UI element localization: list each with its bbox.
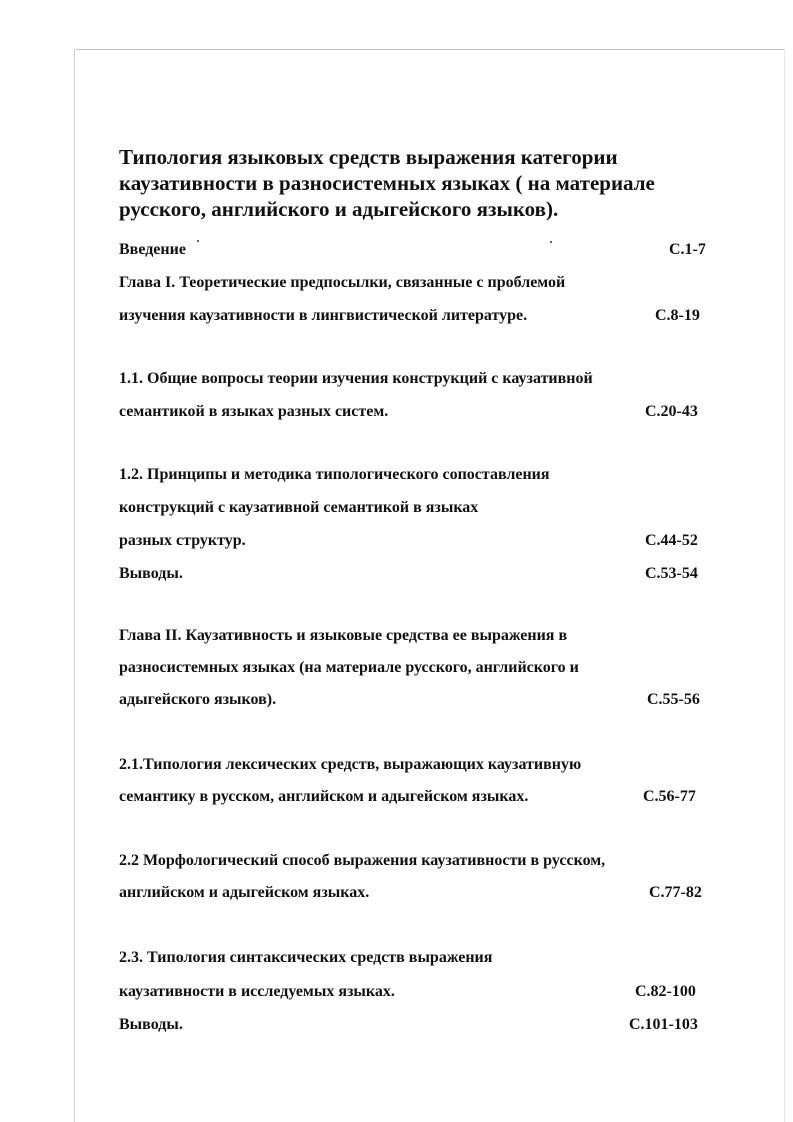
toc-text: 1.2. Принципы и методика типологического сопоставления: [119, 466, 550, 483]
toc-line-chapter-1: [119, 274, 709, 296]
toc-text: Глава II. Каузативность и языковые средства ее выражения в: [119, 627, 568, 644]
toc-line-chapter-2-end: [119, 691, 709, 713]
toc-text: конструкций с каузативной семантикой в языках: [119, 499, 479, 516]
toc-text: каузативности в исследуемых языках.: [119, 983, 395, 1000]
toc-line-2-1-cont: [119, 788, 709, 810]
page-edge-right: [784, 49, 785, 1122]
toc-line-2-2-cont: [119, 884, 709, 906]
toc-text: разносистемных языках (на материале русского, английского и: [119, 659, 579, 676]
toc-line-chapter-1-cont: [119, 307, 709, 329]
toc-page: С.56-77: [643, 788, 696, 805]
toc-text: адыгейского языков).: [119, 691, 277, 708]
page-edge-left: [74, 49, 75, 1122]
toc-page: С.55-56: [647, 691, 700, 708]
toc-text: Выводы.: [119, 565, 183, 582]
toc-text: разных структур.: [119, 532, 246, 549]
title-line: Типология языковых средств выражения категории: [119, 145, 618, 169]
toc-text: 1.1. Общие вопросы теории изучения конструкций с каузативной: [119, 370, 593, 387]
toc-line-chapter-2-cont: [119, 659, 709, 681]
toc-page: С.101-103: [629, 1016, 698, 1033]
toc-page: С.77-82: [649, 884, 702, 901]
toc-line-1-2-cont: [119, 499, 709, 521]
toc-page: С.20-43: [645, 403, 698, 420]
title-line: русского, английского и адыгейского языков).: [119, 197, 559, 221]
toc-text: 2.3. Типология синтаксических средств выражения: [119, 949, 493, 966]
toc-line-1-1-cont: [119, 403, 709, 425]
toc-line-2-3-cont: [119, 983, 709, 1005]
toc-line-chapter-2: [119, 627, 709, 649]
toc-text: семантикой в языках разных систем.: [119, 403, 389, 420]
toc-line-conclusions-1: [119, 565, 709, 587]
toc-line-1-1: [119, 370, 709, 392]
toc-text: 2.2 Морфологический способ выражения каузативности в русском,: [119, 852, 606, 869]
toc-page: С.44-52: [645, 532, 698, 549]
toc-line-intro: [119, 241, 709, 263]
toc-line-1-2-end: [119, 532, 709, 554]
toc-line-1-2: [119, 466, 709, 488]
toc-text: Выводы.: [119, 1016, 183, 1033]
toc-text: Глава I. Теоретические предпосылки, связанные с проблемой: [119, 274, 566, 291]
toc-line-conclusions-2: [119, 1016, 709, 1038]
scan-speck: [550, 241, 552, 243]
toc-page: С.8-19: [655, 307, 700, 324]
toc-text: семантику в русском, английском и адыгейском языках.: [119, 788, 529, 805]
toc-line-2-2: [119, 852, 709, 874]
toc-line-2-3: [119, 949, 709, 971]
title-line: каузативности в разносистемных языках ( на материале: [119, 171, 655, 195]
page-edge-top: [76, 49, 785, 50]
document-title: [119, 144, 719, 222]
toc-line-2-1: [119, 756, 709, 778]
scan-speck: [197, 240, 199, 242]
toc-page: С.53-54: [645, 565, 698, 582]
toc-text: 2.1.Типология лексических средств, выражающих каузативную: [119, 756, 582, 773]
toc-page: С.82-100: [635, 983, 696, 1000]
toc-page: С.1-7: [669, 241, 706, 258]
toc-text: английском и адыгейском языках.: [119, 884, 370, 901]
toc-text: изучения каузативности в лингвистической литературе.: [119, 307, 528, 324]
toc-text: Введение: [119, 241, 186, 258]
